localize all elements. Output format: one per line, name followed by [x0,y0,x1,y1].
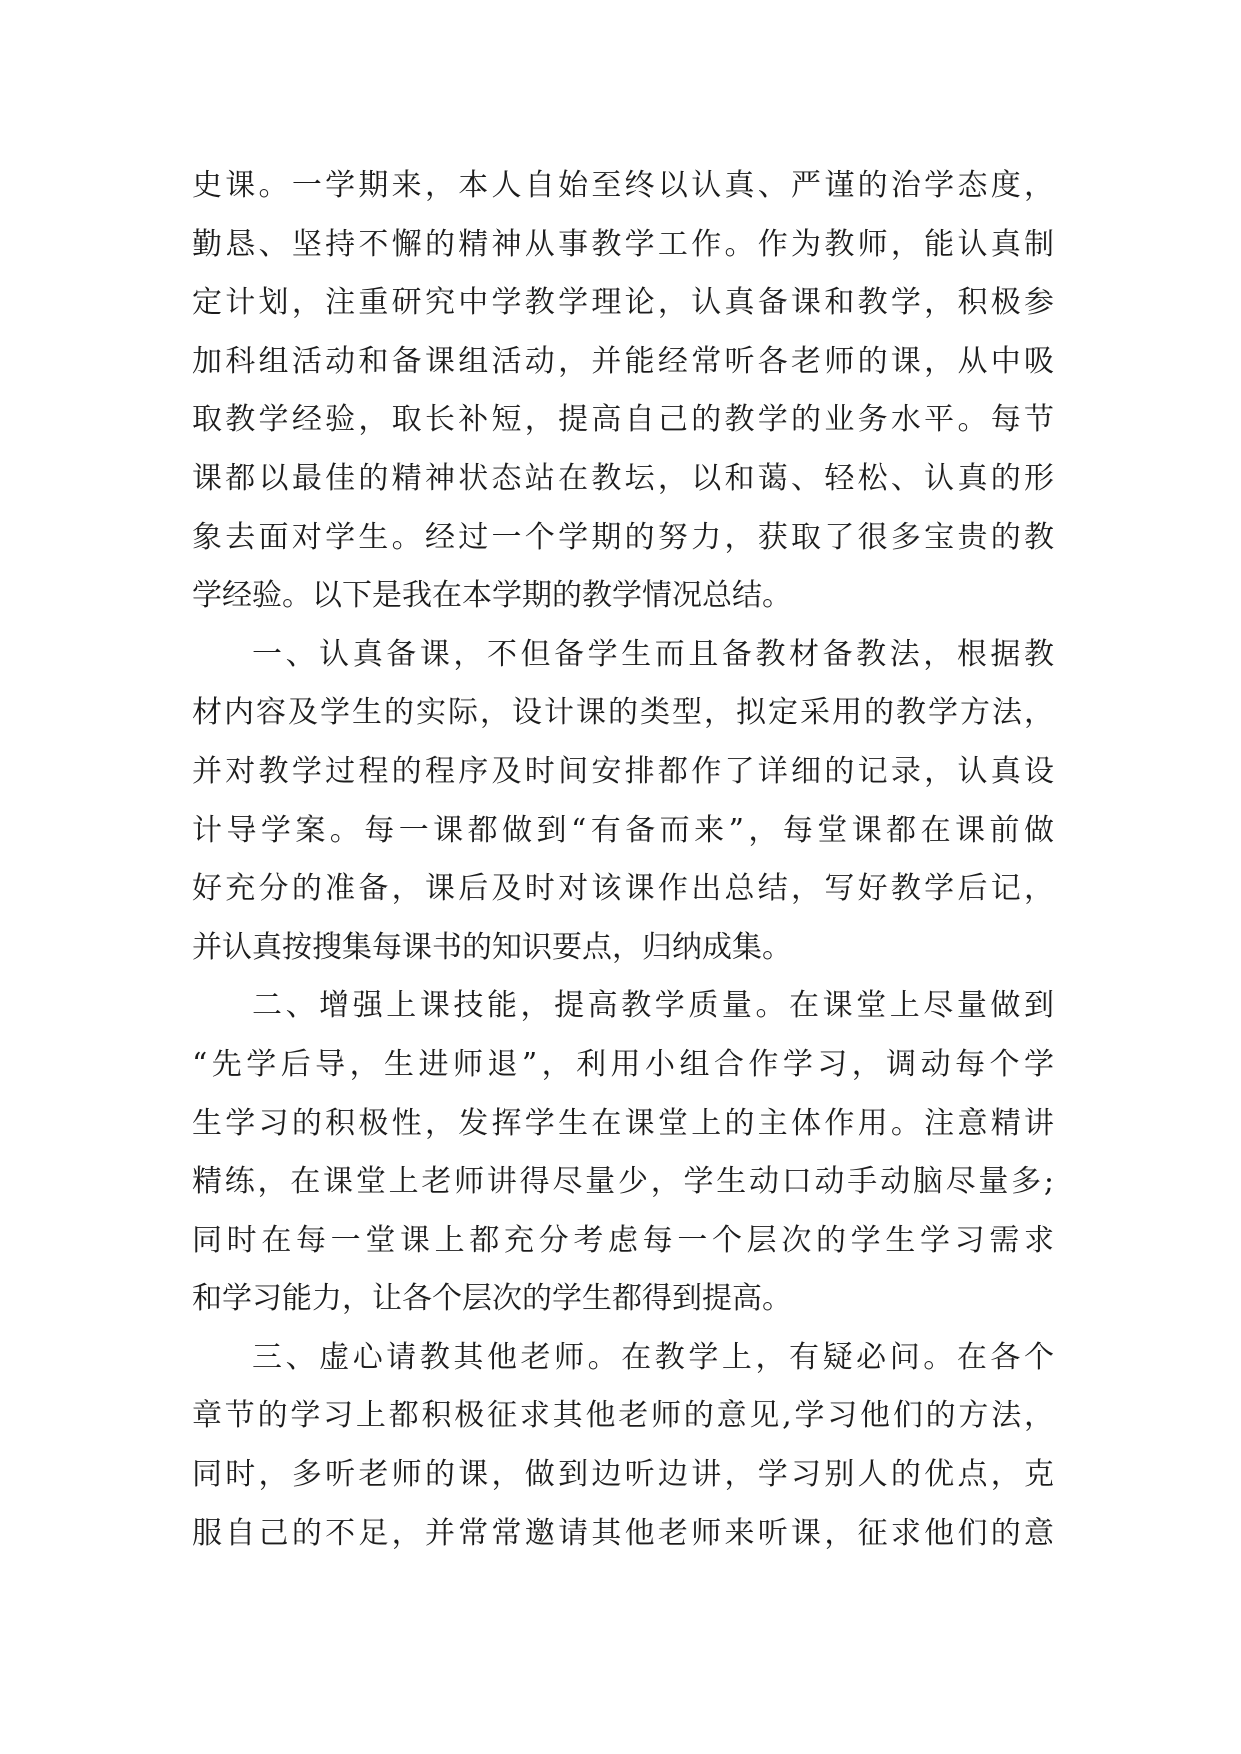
paragraph-3-start: 三、虚心请教其他老师。在教学上，有疑必问。在各个 [252,1339,1054,1375]
text-line: 服自己的不足，并常常邀请其他老师来听课，征求他们的意 [192,1515,1054,1551]
text-line: 定计划，注重研究中学教学理论，认真备课和教学，积极参 [192,285,1054,321]
text-line: 加科组活动和备课组活动，并能经常听各老师的课，从中吸 [192,343,1054,379]
text-line: 生学习的积极性，发挥学生在课堂上的主体作用。注意精讲 [192,1105,1054,1141]
text-line: 取教学经验，取长补短，提高自己的教学的业务水平。每节 [192,402,1054,438]
text-line: 史课。一学期来，本人自始至终以认真、严谨的治学态度， [192,168,1054,203]
text-line: “先学后导，生进师退”，利用小组合作学习，调动每个学 [192,1046,1054,1082]
paragraph-1-start: 一、认真备课，不但备学生而且备教材备教法，根据教 [252,636,1054,672]
text-line: 勤恳、坚持不懈的精神从事教学工作。作为教师，能认真制 [192,226,1054,262]
text-line: 材内容及学生的实际，设计课的类型，拟定采用的教学方法， [192,695,1054,731]
text-line: 计导学案。每一课都做到“有备而来”，每堂课都在课前做 [192,812,1054,848]
text-line: 并对教学过程的程序及时间安排都作了详细的记录，认真设 [192,753,1054,789]
text-line: 和学习能力，让各个层次的学生都得到提高。 [192,1281,792,1317]
text-line: 学经验。以下是我在本学期的教学情况总结。 [192,578,792,614]
text-line: 好充分的准备，课后及时对该课作出总结，写好教学后记， [192,871,1054,907]
text-line: 并认真按搜集每课书的知识要点，归纳成集。 [192,929,792,965]
text-line: 课都以最佳的精神状态站在教坛，以和蔼、轻松、认真的形 [192,460,1054,496]
paragraph-2-start: 二、增强上课技能，提高教学质量。在课堂上尽量做到 [252,988,1054,1024]
text-line: 同时，多听老师的课，做到边听边讲，学习别人的优点，克 [192,1457,1054,1493]
body-text [192,157,1054,1563]
text-line: 同时在每一堂课上都充分考虑每一个层次的学生学习需求 [192,1222,1054,1258]
text-line: 章节的学习上都积极征求其他老师的意见,学习他们的方法， [192,1398,1054,1434]
text-line: 象去面对学生。经过一个学期的努力，获取了很多宝贵的教 [192,519,1054,555]
text-line: 精练，在课堂上老师讲得尽量少，学生动口动手动脑尽量多; [192,1164,1054,1200]
